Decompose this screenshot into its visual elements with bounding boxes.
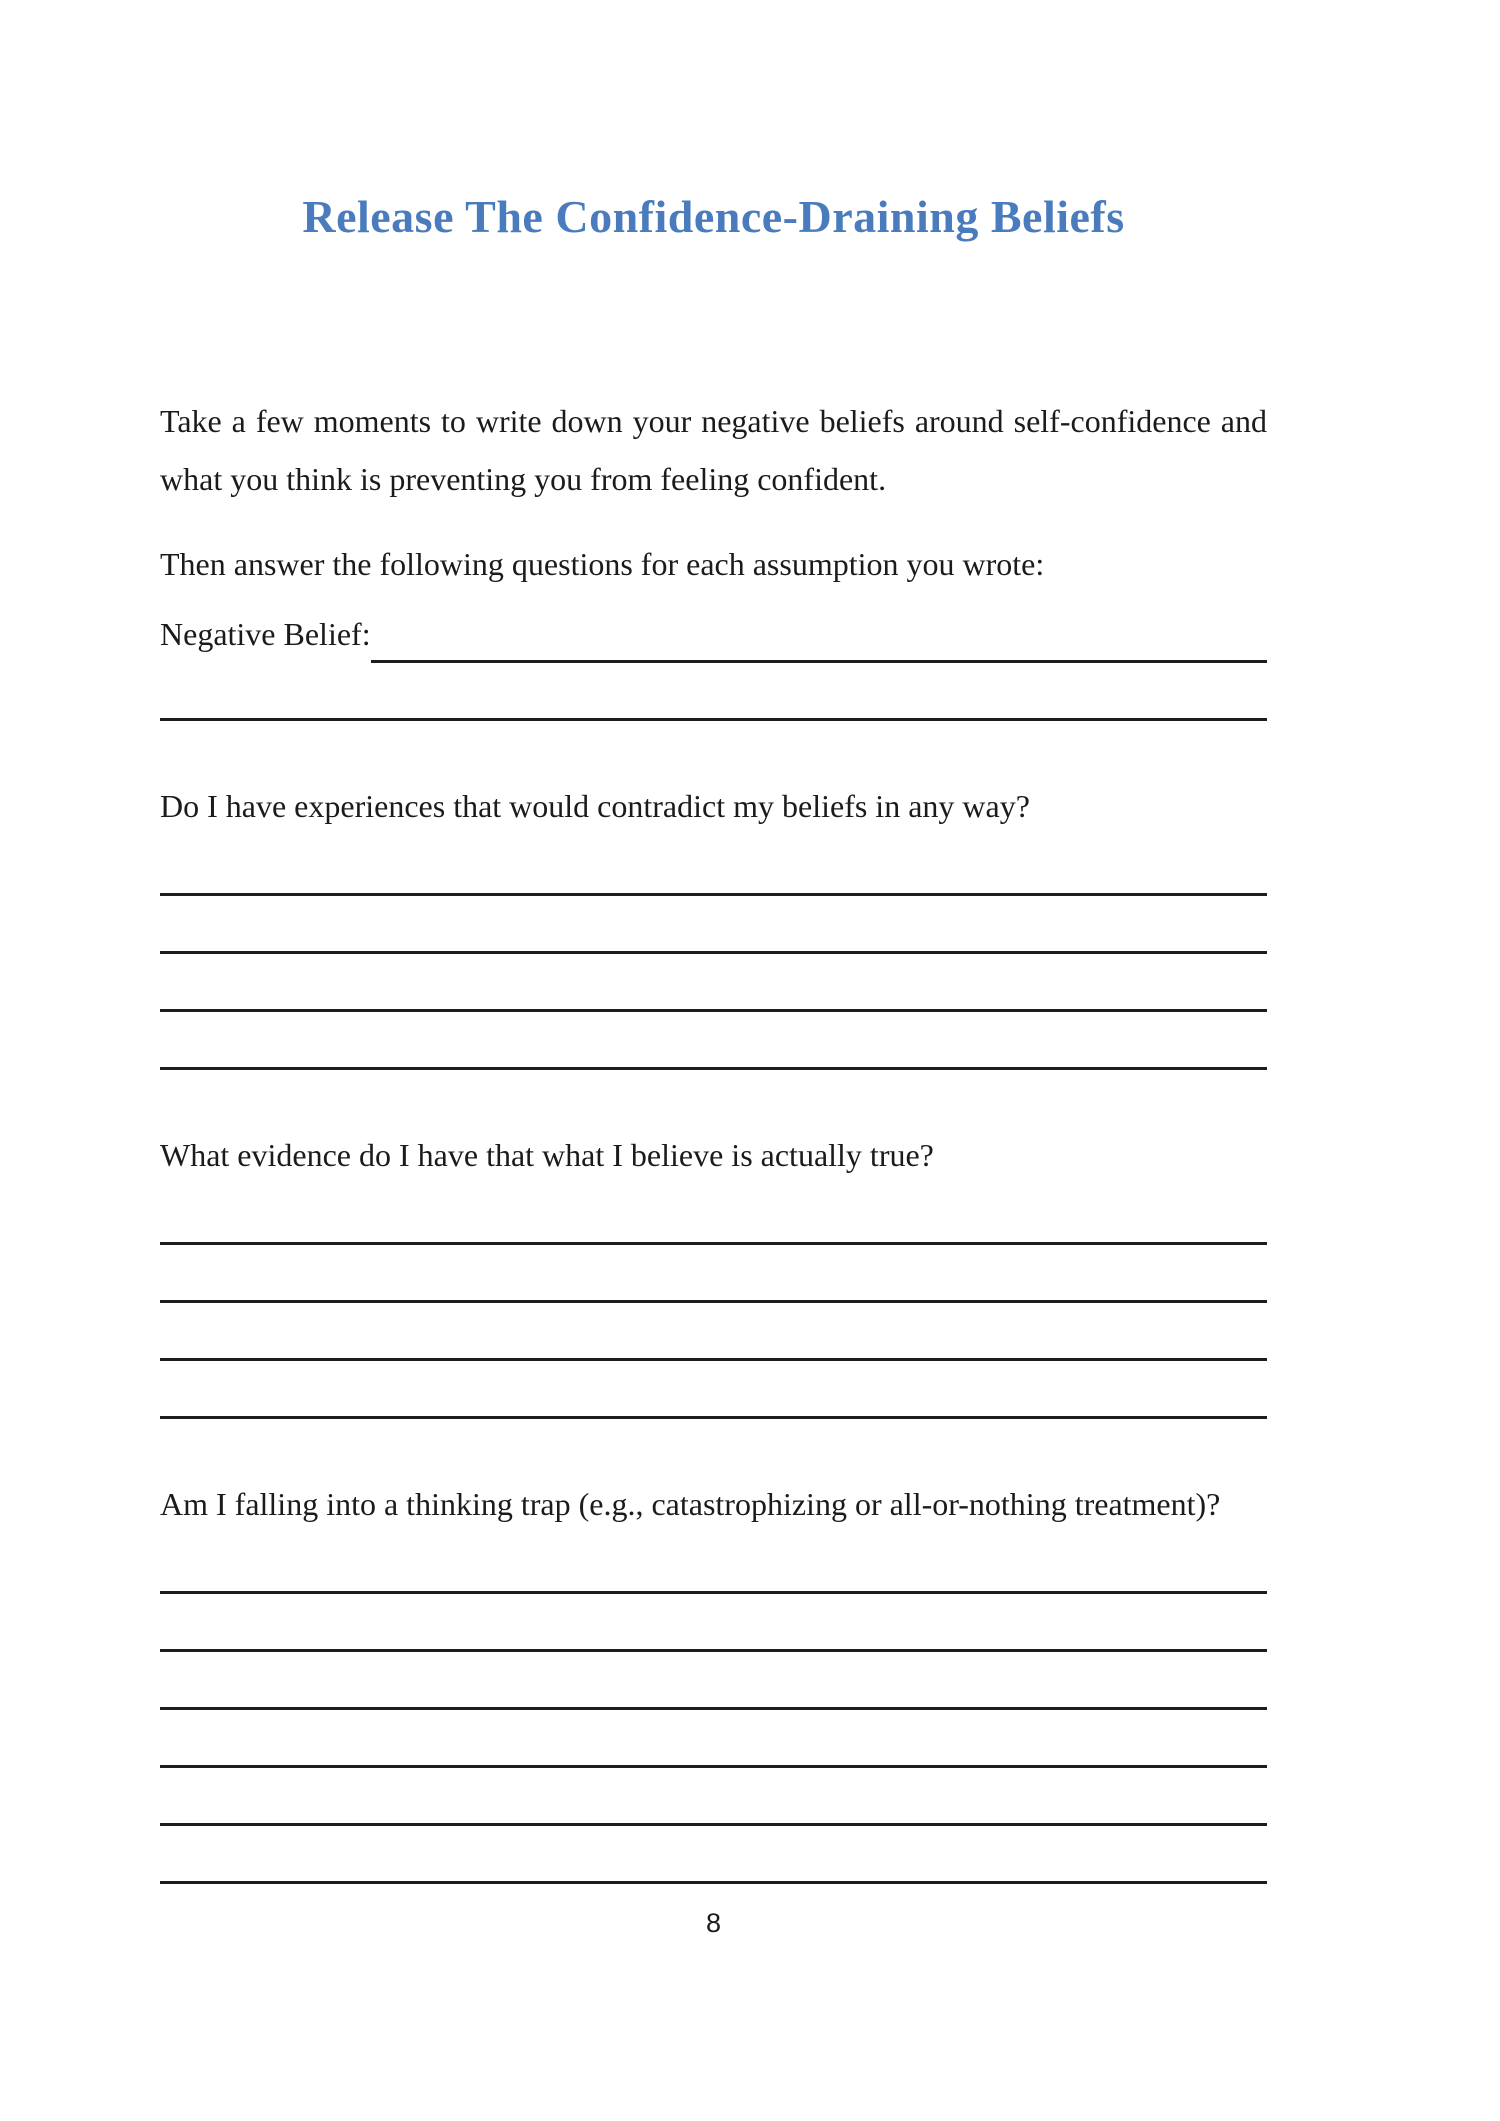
instruction-paragraph: Then answer the following questions for each assumption you wrote:: [160, 546, 1045, 582]
question-text: What evidence do I have that what I believe is actually true?: [160, 1137, 934, 1173]
field-labelled-line: [160, 605, 1267, 663]
question-text: Am I falling into a thinking trap (e.g., catastrophizing or all-or-nothing treatment)?: [160, 1486, 1221, 1522]
writing-line: [160, 1768, 1267, 1826]
writing-line: [160, 1012, 1267, 1070]
writing-line: [160, 954, 1267, 1012]
answer-lines: [160, 1536, 1267, 1884]
writing-line: [160, 1536, 1267, 1594]
field-rule: [371, 605, 1267, 663]
page-number: 8: [705, 1908, 722, 1938]
question-block: [160, 1475, 1267, 1884]
writing-line: [160, 1303, 1267, 1361]
writing-line: [160, 663, 1267, 721]
answer-lines: [160, 1187, 1267, 1419]
intro-paragraph: Take a few moments to write down your negative beliefs around self-confidence and what you think is preventing you from feeling confident.: [160, 403, 1267, 497]
writing-line: [160, 1245, 1267, 1303]
field-extra-lines: [160, 663, 1267, 721]
writing-line: [160, 896, 1267, 954]
question-block: [160, 777, 1267, 1070]
question-block: [160, 1126, 1267, 1419]
page-title: Release The Confidence-Draining Beliefs: [302, 191, 1125, 242]
answer-lines: [160, 838, 1267, 1070]
question-text: Do I have experiences that would contradict my beliefs in any way?: [160, 788, 1030, 824]
page-content: [0, 190, 1500, 1938]
writing-line: [160, 1361, 1267, 1419]
questions: [160, 777, 1267, 1884]
writing-line: [160, 1710, 1267, 1768]
writing-line: [160, 1187, 1267, 1245]
field-label: Negative Belief:: [160, 616, 371, 652]
negative-belief-field: [160, 605, 1267, 721]
writing-line: [160, 838, 1267, 896]
writing-line: [160, 1594, 1267, 1652]
writing-line: [160, 1826, 1267, 1884]
writing-line: [160, 1652, 1267, 1710]
